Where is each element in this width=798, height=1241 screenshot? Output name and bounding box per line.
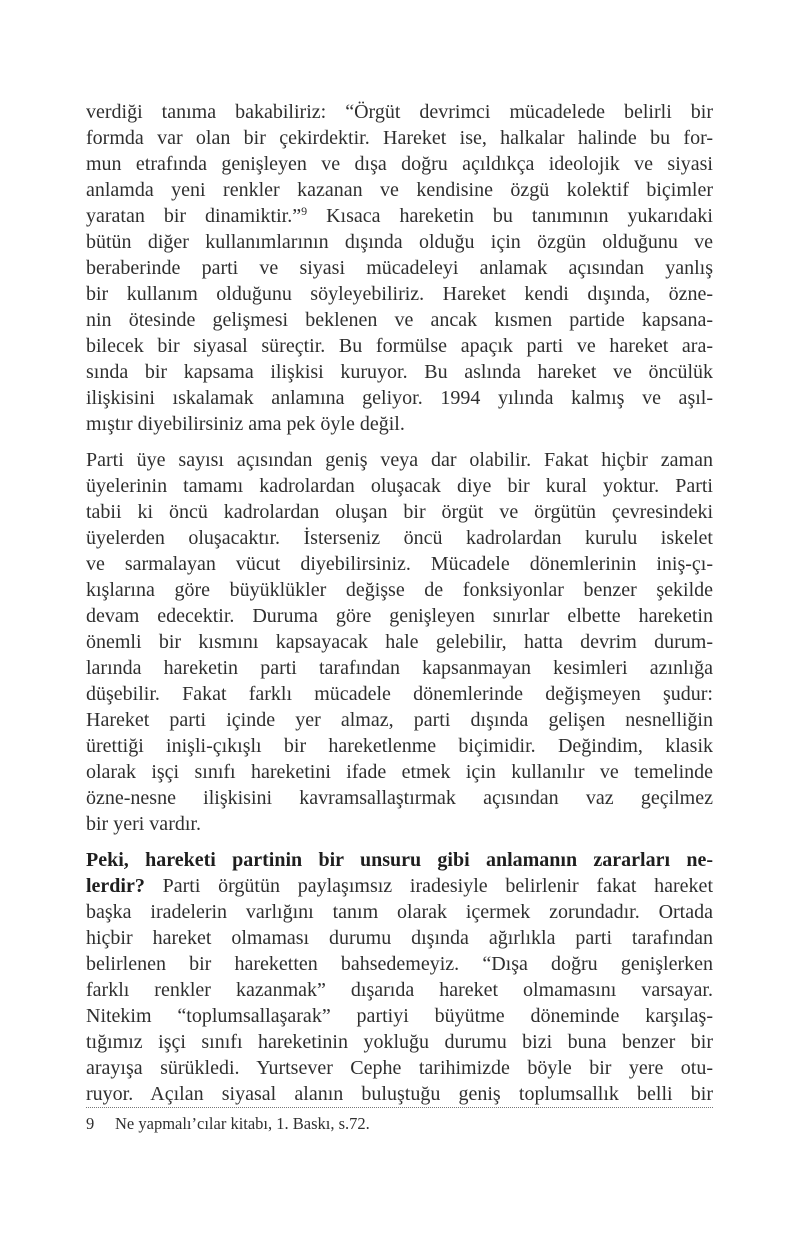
- body-text: bütün diğer kullanımlarının dışında olduğu için özgün olduğunu ve: [86, 231, 713, 253]
- body-text: bir kullanım olduğunu söyleyebiliriz. Hareket kendi dışında, özne-: [86, 283, 713, 305]
- text-line: [86, 229, 713, 255]
- body-text: formda var olan bir çekirdektir. Hareket ise, halkalar halinde bu for-: [86, 127, 713, 149]
- text-line: [86, 281, 713, 307]
- text-line: [86, 385, 713, 411]
- body-text: olarak işçi sınıfı hareketini ifade etmek için kullanılır ve temelinde: [86, 761, 713, 783]
- text-line: [86, 359, 713, 385]
- body-text: ve sarmalayan vücut diyebilirsiniz. Mücadele dönemlerinin iniş-çı-: [86, 553, 713, 575]
- bold-text: lerdir?: [86, 875, 145, 897]
- body-text: bilecek bir siyasal süreçtir. Bu formülse apaçık parti ve hareket ara-: [86, 335, 713, 357]
- body-text: devam edecektir. Duruma göre genişleyen sınırlar elbette hareketin: [86, 605, 713, 627]
- text-line: [86, 733, 713, 759]
- text-line: [86, 255, 713, 281]
- footnote-separator: [86, 1107, 713, 1108]
- text-line: [86, 629, 713, 655]
- text-line: [86, 411, 713, 437]
- footnote-block: [86, 1107, 713, 1134]
- text-line: [86, 577, 713, 603]
- body-text: önemli bir kısmını kapsayacak hale gelebilir, hatta devrim durum-: [86, 631, 713, 653]
- text-line: [86, 811, 713, 837]
- text-line: [86, 873, 713, 899]
- body-text: nin ötesinde gelişmesi beklenen ve ancak kısmen partide kapsana-: [86, 309, 713, 331]
- text-line: [86, 447, 713, 473]
- footnote-reference: 9: [301, 204, 308, 218]
- text-line: [86, 925, 713, 951]
- body-text: anlamda yeni renkler kazanan ve kendisine özgü kolektif biçimler: [86, 179, 713, 201]
- body-text: Parti üye sayısı açısından geniş veya dar olabilir. Fakat hiçbir zaman: [86, 449, 713, 471]
- body-text: üyelerinin tamamı kadrolardan oluşacak diye bir kural yoktur. Parti: [86, 475, 713, 497]
- body-text: sında bir kapsama ilişkisi kuruyor. Bu aslında hareket ve öncülük: [86, 361, 713, 383]
- body-text: beraberinde parti ve siyasi mücadeleyi anlamak açısından yanlış: [86, 257, 713, 279]
- footnote-number: 9: [86, 1114, 95, 1133]
- text-line: [86, 785, 713, 811]
- paragraph-3: [86, 847, 713, 1107]
- body-text: düşebilir. Fakat farklı mücadele dönemlerinde değişmeyen şudur:: [86, 683, 713, 705]
- body-text: tabii ki öncü kadrolardan oluşan bir örgüt ve örgütün çevresindeki: [86, 501, 713, 523]
- text-line: [86, 1003, 713, 1029]
- text-line: [86, 307, 713, 333]
- text-line: [86, 203, 713, 229]
- body-text: özne-nesne ilişkisini kavramsallaştırmak açısından vaz geçilmez: [86, 787, 713, 809]
- footnote-text: Ne yapmalı’cılar kitabı, 1. Baskı, s.72.: [115, 1114, 370, 1133]
- body-text: arayışa sürükledi. Yurtsever Cephe tarihimizde böyle bir yere otu-: [86, 1057, 713, 1079]
- body-text: kışlarına göre büyüklükler değişse de fonksiyonlar benzer şekilde: [86, 579, 713, 601]
- body-text: Nitekim “toplumsallaşarak” partiyi büyütme döneminde karşılaş-: [86, 1005, 713, 1027]
- body-text: ilişkisini ıskalamak anlamına geliyor. 1994 yılında kalmış ve aşıl-: [86, 387, 713, 409]
- body-text: verdiği tanıma bakabiliriz: “Örgüt devrimci mücadelede belirli bir: [86, 101, 713, 123]
- text-line: [86, 473, 713, 499]
- text-line: [86, 759, 713, 785]
- text-line: [86, 551, 713, 577]
- body-text: mun etrafında genişleyen ve dışa doğru açıldıkça ideolojik ve siyasi: [86, 153, 713, 175]
- text-block: [86, 99, 713, 1117]
- body-text: Kısaca hareketin bu tanımının yukarıdaki: [307, 205, 713, 227]
- paragraph-2: [86, 447, 713, 837]
- text-line: [86, 125, 713, 151]
- text-line: [86, 333, 713, 359]
- body-text: yaratan bir dinamiktir.”: [86, 205, 302, 227]
- body-text: Hareket parti içinde yer almaz, parti dışında gelişen nesnelliğin: [86, 709, 713, 731]
- body-text: üyelerden oluşacaktır. İsterseniz öncü kadrolardan kurulu iskelet: [86, 527, 713, 549]
- text-line: [86, 99, 713, 125]
- text-line: [86, 977, 713, 1003]
- text-line: [86, 681, 713, 707]
- body-text: Parti örgütün paylaşımsız iradesiyle belirlenir fakat hareket: [144, 875, 713, 897]
- body-text: mıştır diyebilirsiniz ama pek öyle değil.: [86, 413, 405, 435]
- text-line: [86, 151, 713, 177]
- body-text: larında hareketin parti tarafından kapsanmayan kesimleri azınlığa: [86, 657, 713, 679]
- body-text: ürettiği inişli-çıkışlı bir hareketlenme biçimidir. Değindim, klasik: [86, 735, 713, 757]
- body-text: başka iradelerin varlığını tanım olarak içermek zorundadır. Ortada: [86, 901, 713, 923]
- body-text: hiçbir hareket olmaması durumu dışında ağırlıkla parti tarafından: [86, 927, 713, 949]
- text-line: [86, 499, 713, 525]
- text-line: [86, 1081, 713, 1107]
- text-line: [86, 951, 713, 977]
- text-line: [86, 177, 713, 203]
- body-text: ruyor. Açılan siyasal alanın buluştuğu geniş toplumsallık belli bir: [86, 1083, 713, 1105]
- text-line: [86, 1055, 713, 1081]
- text-line: [86, 525, 713, 551]
- text-line: [86, 847, 713, 873]
- footnote: [86, 1114, 713, 1134]
- body-text: farklı renkler kazanmak” dışarıda hareket olmamasını varsayar.: [86, 979, 713, 1001]
- text-line: [86, 899, 713, 925]
- bold-text: Peki, hareketi partinin bir unsuru gibi anlamanın zararları ne-: [86, 849, 713, 871]
- paragraph-1: [86, 99, 713, 437]
- body-text: bir yeri vardır.: [86, 813, 201, 835]
- body-text: belirlenen bir hareketten bahsedemeyiz. “Dışa doğru genişlerken: [86, 953, 713, 975]
- text-line: [86, 1029, 713, 1055]
- text-line: [86, 603, 713, 629]
- text-line: [86, 655, 713, 681]
- text-line: [86, 707, 713, 733]
- body-text: tığımız işçi sınıfı hareketinin yokluğu durumu bizi buna benzer bir: [86, 1031, 713, 1053]
